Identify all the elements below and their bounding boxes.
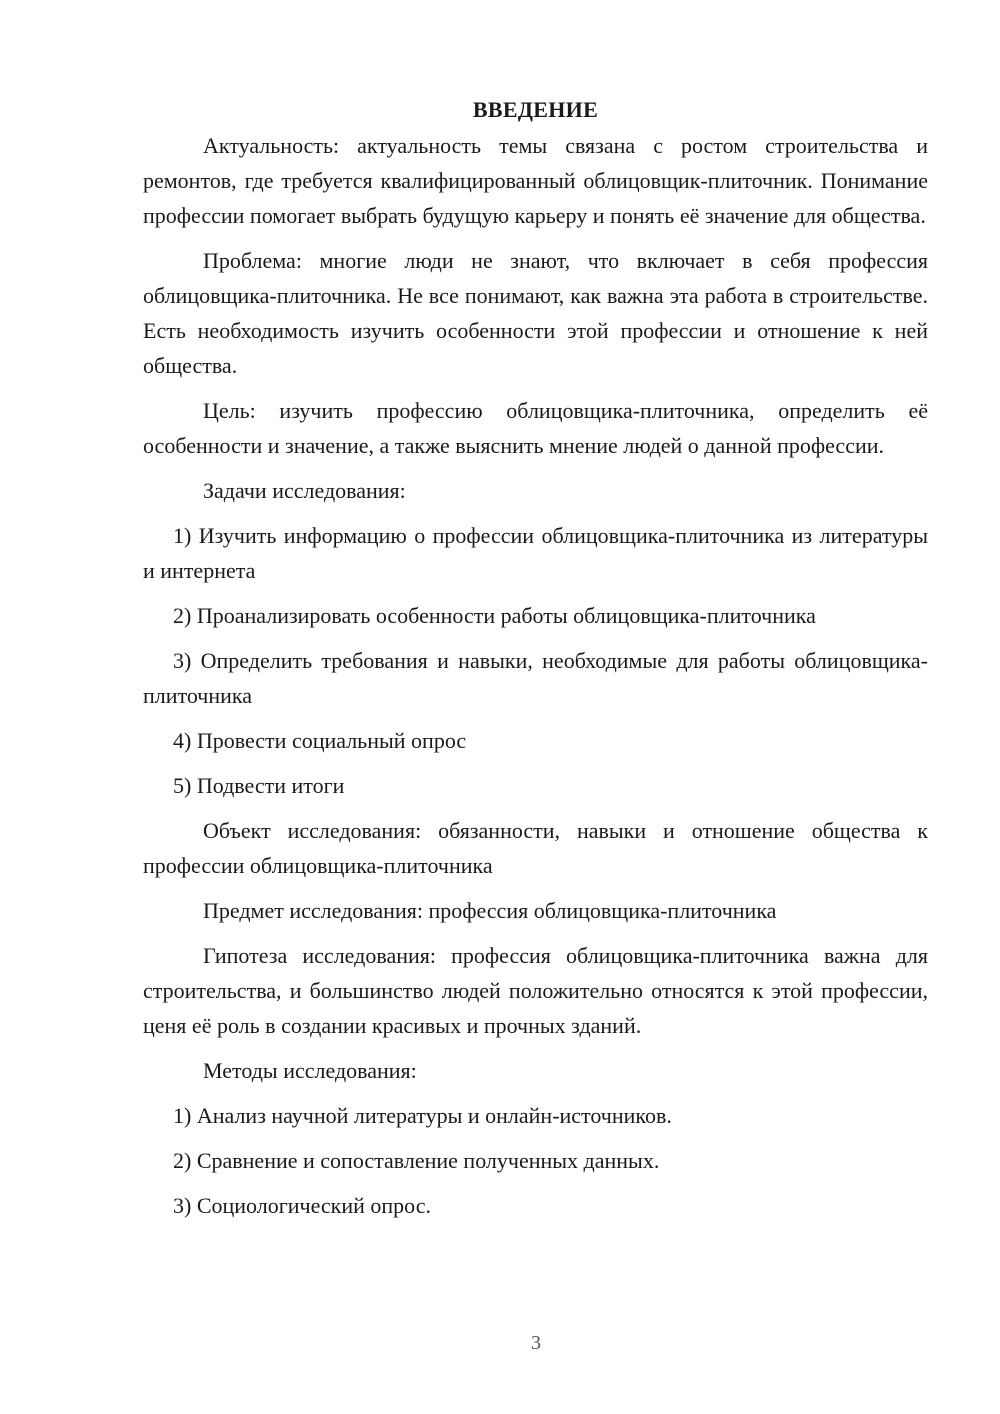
tasks-title: Задачи исследования: [203, 478, 406, 503]
task-item: 1) Изучить информацию о профессии облицовщика-плиточника из литературы и интернета [143, 523, 928, 583]
section-heading: ВВЕДЕНИЕ [472, 97, 599, 122]
method-item: 2) Сравнение и сопоставление полученных данных. [173, 1148, 660, 1173]
subject-paragraph: Предмет исследования: профессия облицовщика-плиточника [203, 898, 777, 923]
hypothesis-paragraph: Гипотеза исследования: профессия облицовщика-плиточника важна для строительства, и большинство людей положительно относятся к этой профессии, ценя её роль в создании красивых и прочных зданий. [143, 943, 928, 1038]
problem-paragraph: Проблема: многие люди не знают, что включает в себя профессия облицовщика-плиточника. Не все понимают, как важна эта работа в строительстве. Есть необходимость изучить особенности этой профессии и отношение к ней общества. [143, 248, 928, 378]
object-paragraph: Объект исследования: обязанности, навыки и отношение общества к профессии облицовщика-плиточника [143, 818, 928, 878]
task-item: 2) Проанализировать особенности работы облицовщика-плиточника [173, 603, 816, 628]
relevance-paragraph: Актуальность: актуальность темы связана с ростом строительства и ремонтов, где требуется квалифицированный облицовщик-плиточник. Понимание профессии помогает выбрать будущую карьеру и понять её значение для общества. [143, 133, 928, 228]
page-number: 3 [531, 1332, 541, 1354]
document-page [143, 92, 928, 1233]
task-item: 3) Определить требования и навыки, необходимые для работы облицовщика-плиточника [143, 648, 928, 708]
task-item: 4) Провести социальный опрос [173, 728, 467, 753]
goal-paragraph: Цель: изучить профессию облицовщика-плиточника, определить её особенности и значение, а также выяснить мнение людей о данной профессии. [143, 398, 928, 458]
method-item: 3) Социологический опрос. [173, 1193, 431, 1218]
task-item: 5) Подвести итоги [173, 773, 345, 798]
methods-title: Методы исследования: [203, 1058, 417, 1083]
method-item: 1) Анализ научной литературы и онлайн-источников. [173, 1103, 672, 1128]
